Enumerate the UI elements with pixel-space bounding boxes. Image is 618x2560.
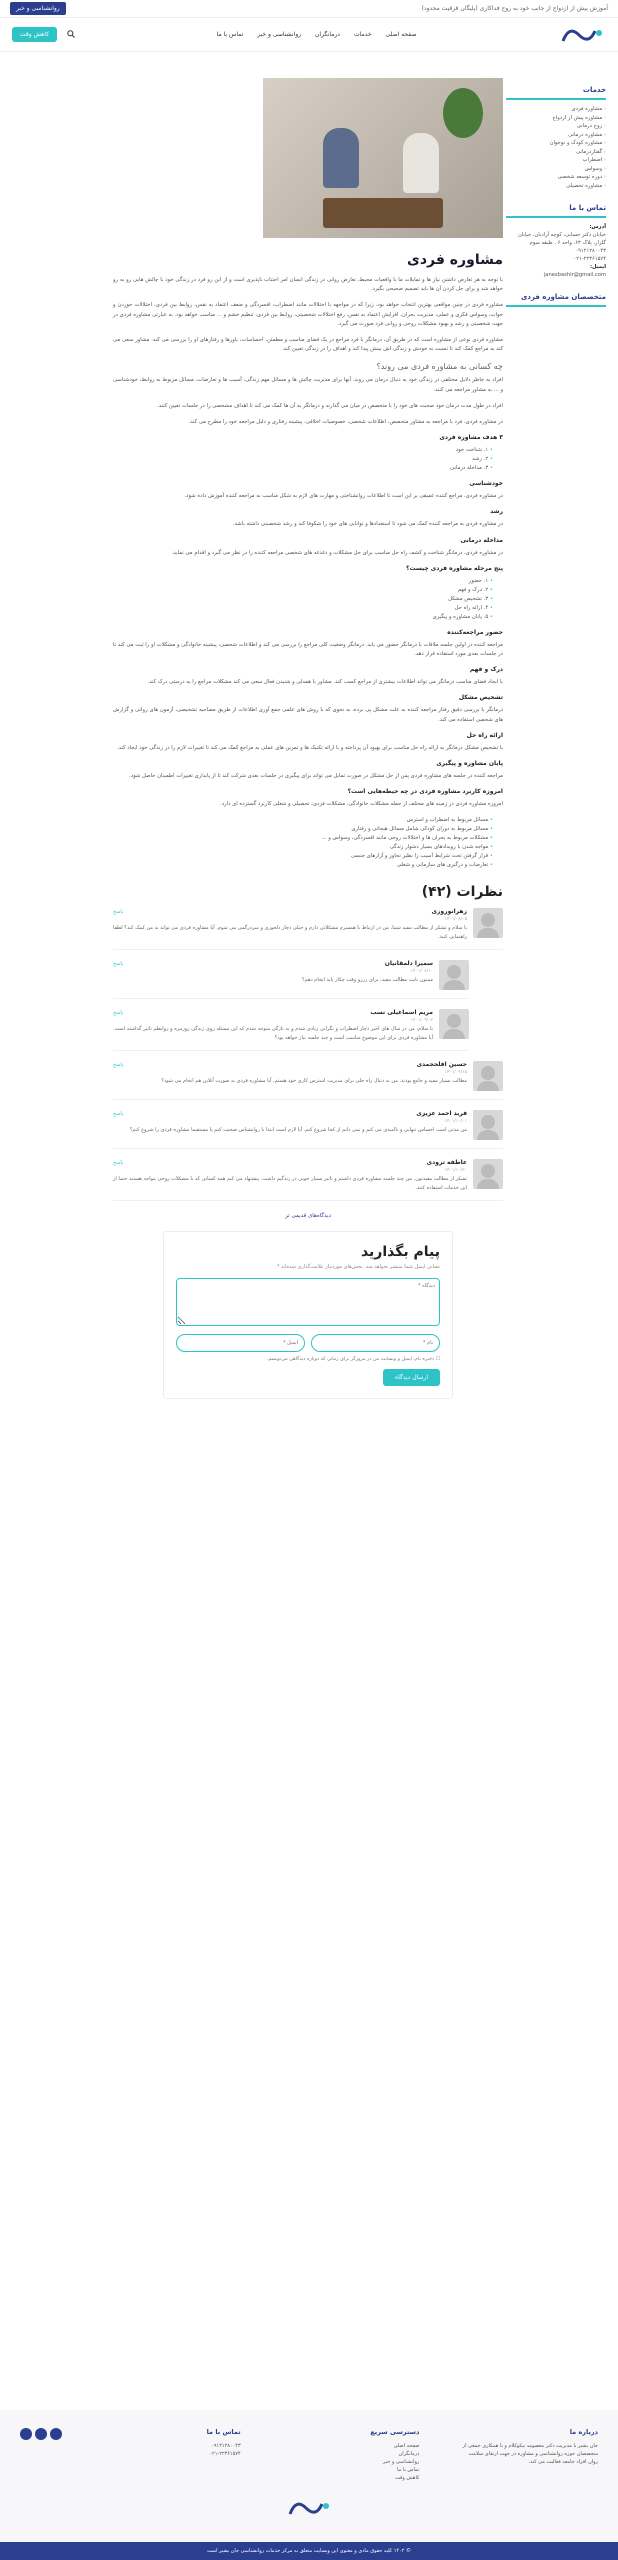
comment bbox=[113, 960, 469, 999]
email-field[interactable] bbox=[176, 1334, 305, 1352]
footer bbox=[0, 2410, 618, 2560]
section-heading: ۳ هدف مشاوره فردی bbox=[439, 434, 503, 442]
section-heading: خودشناسی bbox=[469, 480, 503, 488]
list-item: • ۳. تشخیص مشکل bbox=[113, 595, 493, 604]
whatsapp-icon[interactable] bbox=[20, 2428, 32, 2440]
comment-date: ۱۴۰۱/۰۸/۱۰ bbox=[410, 969, 433, 975]
article-paragraph: در مشاوره فردی به مراجعه کننده کمک می شود تا استعدادها و توانایی های خود را شکوفا کند و رشد شخصیتی داشته باشد. bbox=[232, 521, 503, 528]
header-actions bbox=[12, 27, 75, 42]
list-item: • تعارضات و درگیری های سازمانی و شغلی bbox=[113, 861, 493, 870]
comment bbox=[113, 908, 503, 950]
submit-comment-button[interactable]: ارسال دیدگاه bbox=[383, 1369, 440, 1386]
nav-home[interactable]: صفحه اصلی bbox=[385, 31, 417, 38]
section-heading: حضور مراجعه‌کننده bbox=[447, 628, 503, 636]
list-item: • مواجه شدن با رویدادهای بسیار دشوار زندگی bbox=[113, 843, 493, 852]
telegram-icon[interactable] bbox=[35, 2428, 47, 2440]
sidebar bbox=[506, 86, 606, 321]
footer-links-title: دسترسی سریع bbox=[370, 2428, 420, 2436]
reply-button[interactable]: پاسخ bbox=[113, 1110, 124, 1117]
sidebar-item[interactable]: ‹ مشاوره کودک و نوجوان bbox=[506, 139, 606, 148]
hero-image bbox=[263, 78, 503, 238]
comment-author: زهرانوروزی bbox=[431, 908, 467, 916]
footer-phone[interactable]: ۰۹۱۲۱۲۸۰۰۴۳ bbox=[211, 2443, 241, 2449]
form-title: پیام بگذارید bbox=[360, 1243, 440, 1260]
comment-text: با سلام و تشکر از مطالب مفید شما، من در ارتباط با همسرم مشکلاتی دارم و خیلی دچار دلخوری و سردرگمی می شوم. آیا مشاوره فردی می تواند به من کمک کند؟ لطفا راهنمایی کنید. bbox=[113, 925, 467, 940]
reply-button[interactable]: پاسخ bbox=[113, 1009, 124, 1016]
instagram-icon[interactable] bbox=[50, 2428, 62, 2440]
comment-text: مطالب بسیار مفید و جامع بودند. من به دنبال راه حلی برای مدیریت استرس کاری خود هستم. آیا مشاوره فردی به صورت آنلاین هم انجام می شود؟ bbox=[161, 1078, 467, 1085]
services-title: خدمات bbox=[506, 86, 606, 100]
list-item: • مسائل مربوط به اضطراب و استرس bbox=[113, 816, 493, 825]
services-widget bbox=[506, 86, 606, 190]
address-text: خیابان دکتر حسابی، کوچه آزادیان، خیابان گلزار، پلاک ۶۳، واحد ۶ ، طبقه سوم bbox=[517, 232, 606, 246]
list-item: • قرار گرفتن تحت شرایط آسیب زا نظیر تجاوز و آزارهای جنسی bbox=[113, 852, 493, 861]
comment-author: حسین افلحجمدی bbox=[416, 1061, 467, 1069]
comment-text: ممنون بابت مطالب مفید، برای رزرو وقت چکار باید انجام دهم؟ bbox=[301, 977, 433, 984]
article-paragraph: مشاوره فردی در چنین مواقعی بهترین انتخاب خواهد بود. زیرا که در مواجهه با اختلالات مانند اضطراب، افسردگی و ضعف اعتماد به نفس، روابط بین فردی، اختلالات خوردن و خواب، وسواس فکری و عملی، مدیریت بحران، افزایش اعتماد به نفس، رفع اختلالات شخصیتی، روابط بین فردی، تنظیم خشم و ... مناسب خواهد بود. به عبارتی مشاوره فردی در جهت شخصیتی و رشد و بهبود مشکلات روحی و روانی فرد صورت می گیرد. bbox=[113, 302, 503, 327]
comments-title: نظرات (۴۲) bbox=[421, 884, 503, 901]
avatar bbox=[439, 1009, 469, 1039]
site-logo[interactable] bbox=[558, 22, 606, 48]
search-icon[interactable] bbox=[67, 30, 75, 40]
phone-number[interactable]: ۰۲۱-۲۲۳۶۱۵۷۴ bbox=[573, 256, 606, 262]
article-paragraph: امروزه مشاوره فردی در زمینه های مختلف از جمله مشکلات خانوادگی، مشکلات فردی، تحصیلی و شغلی کاربرد گسترده ای دارد. bbox=[220, 801, 503, 808]
comment bbox=[113, 1061, 503, 1100]
nav-contact[interactable]: تماس با ما bbox=[216, 31, 244, 38]
footer-about-title: درباره ما bbox=[569, 2428, 598, 2436]
topbar-announcement[interactable]: آموزش پیش از ازدواج از جانب خود به روح فداکاری (پلیگان قرقیت محدود) bbox=[421, 5, 608, 12]
experts-title: متخصصان مشاوره فردی bbox=[506, 293, 606, 307]
footer-contact-title: تماس با ما bbox=[206, 2428, 241, 2436]
contact-widget bbox=[506, 204, 606, 279]
article-paragraph: در مشاوره فردی، مراجع کننده عمیقی بر این است تا اطلاعات روانشناختی و مهارت های لازم به شکل مناسب به مراجعه کننده آموزش داده شود. bbox=[184, 493, 503, 500]
form-note: نشانی ایمیل شما منتشر نخواهد شد. بخش‌های موردنیاز علامت‌گذاری شده‌اند * bbox=[277, 1263, 440, 1270]
section-heading: امروزه کاربرد مشاوره فردی در چه حیطه‌هایی است؟ bbox=[347, 788, 503, 796]
comment bbox=[113, 1110, 503, 1149]
section-heading: مداخله درمانی bbox=[460, 536, 503, 544]
list-item: • ۳. مداخله درمانی bbox=[113, 464, 493, 473]
goals-list bbox=[113, 446, 503, 473]
article-paragraph: مراجعه کننده در اولین جلسه ملاقات با درمانگر حضور می یابد. درمانگر وضعیت کلی مراجع را بررسی می کند و اطلاعات شخصی، پیشینه خانوادگی و مشکلات او را ثبت می کند تا در جلسات بعدی مورد استفاده قرار دهد. bbox=[113, 641, 503, 658]
footer-about-text: جان بشیر با مدیریت دکتر معصومه نیکوکلام و با همکاری جمعی از متخصصان حوزه روانشناسی و مشاوره در جهت ارتقای سلامت روان افراد جامعه فعالیت می کند. bbox=[462, 2443, 598, 2465]
sidebar-item[interactable]: ‹ وسواس bbox=[506, 165, 606, 174]
save-info-label: ذخیره نام، ایمیل و وبسایت من در مرورگر برای زمانی که دوباره دیدگاهی می‌نویسم. bbox=[266, 1356, 435, 1362]
article-paragraph: با ایجاد فضای مناسب درمانگر می تواند اطلاعات بیشتری از مراجع کسب کند. مشاور با همدلی و شنیدن فعال سعی می کند مشکلات مراجع را به درستی درک کند. bbox=[147, 679, 503, 686]
article-paragraph: افراد به خاطر دلایل مختلفی در زندگی خود به دنبال درمان می روند. آنها برای مدیریت چالش ها و مسائل مهم زندگی، آسیب ها و تعارضات، مسائل مربوط به روابط، خودشناسی و ... به مشاور مراجعه می کنند. bbox=[113, 377, 503, 393]
article-paragraph: با توجه به هر تعارض داشتن نیاز ها و تمایلات ما با واقعیات محیط، تعارض روانی در زندگی انسان امر اجتناب ناپذیری است و از این رو فرد در زندگی خود با چالش هایی رو به رو خواهد شد و برای حل کردن آن ها باید تصمیم صحیحی بگیرد. bbox=[113, 277, 503, 293]
list-item: • ۲. رشد bbox=[113, 455, 493, 464]
comment-author: فرید احمد عزیزی bbox=[416, 1110, 467, 1118]
social-icons bbox=[20, 2428, 62, 2482]
comment-text: من مدتی است احساس تنهایی و ناامیدی می کنم و نمی دانم از کجا شروع کنم. آیا لازم است ابتدا با روانشناس صحبت کنم یا مستقیما مشاوره فردی را شروع کنم؟ bbox=[129, 1127, 467, 1134]
sidebar-item[interactable]: ‹ زوج درمانی bbox=[506, 122, 606, 131]
article bbox=[113, 78, 503, 1399]
sidebar-item[interactable]: ‹ مشاوره درمانی bbox=[506, 131, 606, 140]
comment-date: ۱۴۰۱/۰۹/۱۵ bbox=[444, 1070, 467, 1076]
sidebar-item[interactable]: ‹ مشاوره فردی bbox=[506, 105, 606, 114]
footer-about bbox=[458, 2428, 598, 2482]
section-heading: چه کسانی به مشاوره فردی می روند؟ bbox=[376, 362, 503, 372]
list-item: • مشکلات مربوط به بحران ها و اختلالات روحی مانند افسردگی، وسواس و ... bbox=[113, 834, 493, 843]
list-item: • ۲. درک و فهم bbox=[113, 586, 493, 595]
areas-list bbox=[113, 816, 503, 870]
comment-date: ۱۴۰۱/۰۸/۰۵ bbox=[444, 917, 467, 923]
contact-title: تماس با ما bbox=[506, 204, 606, 218]
main-nav bbox=[217, 31, 417, 38]
nav-blog[interactable]: روانشناسی و خبر bbox=[257, 31, 301, 38]
footer-logo[interactable] bbox=[0, 2496, 618, 2522]
section-heading: تشخیص مشکل bbox=[458, 694, 503, 702]
section-heading: درک و فهم bbox=[469, 666, 503, 674]
topbar-badge[interactable]: روانشناسی و خبر bbox=[10, 2, 66, 15]
header bbox=[0, 18, 618, 52]
page-title: مشاوره فردی bbox=[407, 252, 503, 268]
comment-text: با سلام، من در سال های اخیر دچار اضطراب و نگرانی زیادی شدم و به تازگی متوجه شدم که این مسئله روی زندگی روزمره و روابطم تاثیر گذاشته است. آیا مشاوره فردی برای این موضوع مناسب است و چند جلسه نیاز خواهد بود؟ bbox=[113, 1026, 433, 1041]
footer-link[interactable]: تماس با ما bbox=[397, 2467, 420, 2473]
footer-contact bbox=[101, 2428, 241, 2482]
avatar bbox=[473, 1110, 503, 1140]
section-heading: پایان مشاوره و پیگیری bbox=[436, 760, 503, 768]
footer-link[interactable]: روانشناسی و خبر bbox=[382, 2459, 420, 2465]
footer-link[interactable]: کاهش وقت bbox=[395, 2475, 420, 2481]
reply-button[interactable]: پاسخ bbox=[113, 1061, 124, 1068]
comment-author: سمیرا دلمقانیان bbox=[384, 960, 433, 968]
list-item: • مسائل مربوط به دوران کودکی شامل مسائل هیجانی و رفتاری bbox=[113, 825, 493, 834]
footer-phone[interactable]: ۰۲۱-۲۲۳۶۱۵۷۴ bbox=[209, 2451, 241, 2457]
section-heading: رشد bbox=[490, 508, 503, 516]
comment-textarea[interactable] bbox=[176, 1278, 440, 1326]
book-appointment-button[interactable]: کاهش وقت bbox=[12, 27, 57, 42]
email-link[interactable]: janesbashir@gmail.com bbox=[543, 272, 606, 278]
address-label: آدرس: bbox=[589, 224, 606, 230]
comment-date: ۱۴۰۱/۰۹/۰۲ bbox=[410, 1018, 433, 1024]
sidebar-item[interactable]: ‹ دوره توسعه شخصی bbox=[506, 173, 606, 182]
comment bbox=[113, 1159, 503, 1201]
comment-date: ۱۴۰۱/۱۰/۲۰ bbox=[444, 1168, 467, 1174]
avatar bbox=[473, 1159, 503, 1189]
sidebar-item[interactable]: ‹ اضطراب bbox=[506, 156, 606, 165]
comment-author: عاطفه ترودی bbox=[426, 1159, 467, 1167]
list-item: • ۱. حضور bbox=[113, 577, 493, 586]
steps-list bbox=[113, 577, 503, 622]
footer-links bbox=[279, 2428, 419, 2482]
copyright: © ۱۴۰۲ کلیه حقوق مادی و معنوی این وبسایت متعلق به مرکز خدمات روانشناسی جان بشیر است bbox=[0, 2542, 618, 2560]
comment-date: ۱۴۰۱/۱۰/۰۱ bbox=[444, 1119, 467, 1125]
avatar bbox=[473, 1061, 503, 1091]
article-paragraph: با تشخیص مشکل درمانگر به ارائه راه حل مناسب برای بهبود آن پرداخته و با ارائه تکنیک ها و تمرین های عملی به مراجع کمک می کند تا تغییرات لازم را در زندگی خود ایجاد کند. bbox=[116, 744, 503, 751]
article-paragraph: درمانگر با بررسی دقیق رفتار مراجعه کننده به علت مشکل پی برده، به نحوی که با روش های علمی جمع آوری اطلاعات از طریق مصاحبه تشخیصی، آزمون های روانی و گزارش های شخصی استفاده می کند. bbox=[113, 707, 503, 723]
sidebar-item[interactable]: ‹ مشاوره تحصیلی bbox=[506, 182, 606, 191]
nav-services[interactable]: خدمات bbox=[353, 31, 372, 38]
save-info-checkbox[interactable]: ☐ ذخیره نام، ایمیل و وبسایت من در مرورگر برای زمانی که دوباره دیدگاهی می‌نویسم. bbox=[266, 1356, 440, 1362]
avatar bbox=[473, 908, 503, 938]
sidebar-item[interactable]: ‹ گفتاردرمانی bbox=[506, 148, 606, 157]
article-paragraph: مشاوره فردی نوعی از مشاوره است که در طریق آن، درمانگر با فرد مراجع در یک فضای مناسب و مطمئن، احساسات، باورها و رفتارهای او را بررسی می کند. مشاور سعی می کند به مراجع کمک کند تا نسبت به خودش و زندگی اش بینش پیدا کند و اهداف را در زندگی تعیین کند. bbox=[113, 337, 503, 353]
comment bbox=[113, 1009, 469, 1051]
footer-link[interactable]: درمانگران bbox=[398, 2451, 420, 2457]
list-item: • ۱. شناخت خود bbox=[113, 446, 493, 455]
reply-button[interactable]: پاسخ bbox=[113, 1159, 124, 1166]
comment-author: مریم اسماعیلی نسب bbox=[370, 1009, 433, 1017]
article-paragraph: مراجعه کننده در جلسه های مشاوره فردی پس از حل مشکل در صورت تمایل می تواند برای پیگیری در جلسات بعدی شرکت کند تا از پایداری تغییرات اطمینان حاصل شود. bbox=[129, 773, 503, 780]
older-comments-link[interactable]: دیدگاه‌های قدیمی تر bbox=[285, 1212, 331, 1219]
avatar bbox=[439, 960, 469, 990]
list-item: • ۴. ارائه راه حل bbox=[113, 604, 493, 613]
sidebar-item[interactable]: ‹ مشاوره پیش از ازدواج bbox=[506, 114, 606, 123]
reply-button[interactable]: پاسخ bbox=[113, 960, 124, 967]
article-paragraph: در مشاوره فردی، درمانگر شناخت و کشف راه حل مناسب برای حل مشکلات و دغدغه های شخصی مراجعه کننده را در نظر می گیرد و اقدام می نماید. bbox=[171, 549, 503, 556]
list-item: • ۵. پایان مشاوره و پیگیری bbox=[113, 613, 493, 622]
phone-number[interactable]: ۰۹۱۲۱۲۸۰۰۴۳ bbox=[575, 248, 606, 254]
footer-link[interactable]: صفحه اصلی bbox=[393, 2443, 420, 2449]
comment-text: تشکر از مطالب مفیدتون. من چند جلسه مشاوره فردی داشتم و تاثیر بسیار خوبی در زندگیم داشت. پیشنهاد می کنم همه کسانی که با مشکلات روحی مواجه هستند حتما از این خدمات استفاده کنند. bbox=[113, 1176, 467, 1191]
section-heading: ارائه راه حل bbox=[466, 731, 503, 739]
article-paragraph: افراد در طول مدت درمان خود صحبت های خود را با متخصص در میان می گذارند و درمانگر به آن ها کمک می کند تا اهداف مشخصی را در جلسات تعیین کنند. bbox=[157, 402, 503, 409]
comment-form bbox=[163, 1231, 453, 1399]
nav-therapists[interactable]: درمانگران bbox=[315, 31, 340, 38]
topbar bbox=[0, 0, 618, 18]
reply-button[interactable]: پاسخ bbox=[113, 908, 124, 915]
email-label: ایمیل: bbox=[589, 264, 606, 270]
section-heading: پنج مرحله مشاوره فردی چیست؟ bbox=[406, 564, 503, 572]
article-paragraph: در مشاوره فردی، فرد با مراجعه به مشاور متخصص، اطلاعات شخصی، خصوصیات اخلاقی، پیشینه رفتاری و دلیل مراجعه خود را مطرح می کند. bbox=[188, 419, 503, 426]
experts-widget bbox=[506, 293, 606, 307]
name-field[interactable] bbox=[311, 1334, 440, 1352]
